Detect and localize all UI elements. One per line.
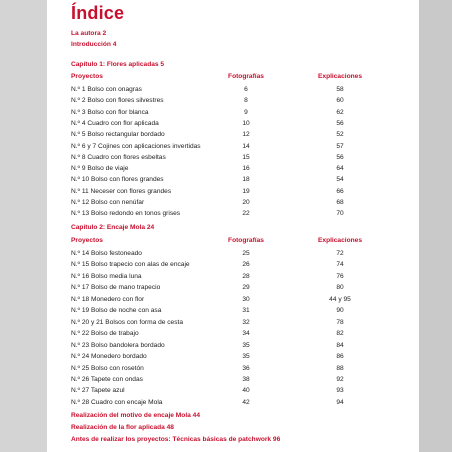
project-name: N.º 28 Cuadro con encaje Mola [71,398,163,406]
col-projects: Proyectos [71,73,103,80]
table-row[interactable] [71,130,401,140]
photos-page: 40 [242,387,250,395]
table-row[interactable] [71,153,401,163]
explanations-page: 80 [336,284,344,292]
photos-page: 38 [242,375,250,383]
table-row[interactable] [71,209,401,219]
photos-page: 29 [242,284,250,292]
photos-page: 12 [242,131,250,139]
photos-page: 30 [242,295,250,303]
table-row[interactable] [71,398,401,408]
explanations-page: 84 [336,341,344,349]
explanations-page: 54 [336,176,344,184]
photos-page: 25 [242,250,250,257]
explanations-page: 58 [336,86,344,93]
project-name: N.º 19 Bolso de noche con asa [71,307,162,315]
project-name: N.º 25 Bolso con rosetón [71,364,144,372]
project-name: N.º 11 Neceser con flores grandes [71,187,172,195]
chapter1-heading[interactable]: Capítulo 1: Flores aplicadas 5 [71,61,165,68]
photos-page: 15 [242,153,250,161]
col-photos: Fotografías [228,237,264,244]
chapter1-table-header [71,72,401,82]
right-page-edge [419,0,452,452]
table-row[interactable] [71,249,401,259]
explanations-page: 78 [336,318,344,326]
footer-link-mola[interactable]: Realización del motivo de encaje Mola 44 [71,412,200,419]
intro-entry-author[interactable]: La autora 2 [71,30,107,37]
explanations-page: 44 y 95 [329,295,351,303]
project-name: N.º 23 Bolso bandolera bordado [71,341,165,349]
photos-page: 42 [242,398,250,406]
table-row[interactable] [71,375,401,385]
photos-page: 31 [242,307,250,315]
photos-page: 26 [242,261,250,269]
project-name: N.º 4 Cuadro con flor aplicada [71,119,159,127]
project-name: N.º 24 Monedero bordado [71,353,147,361]
photos-page: 32 [242,318,250,326]
explanations-page: 93 [336,387,344,395]
explanations-page: 90 [336,307,344,315]
table-row[interactable] [71,318,401,328]
photos-page: 8 [244,97,248,105]
photos-page: 34 [242,330,250,338]
photos-page: 16 [242,165,250,173]
photos-page: 18 [242,176,250,184]
table-row[interactable] [71,386,401,396]
footer-link-flower[interactable]: Realización de la flor aplicada 48 [71,424,174,431]
table-row[interactable] [71,119,401,129]
photos-page: 19 [242,187,250,195]
project-name: N.º 1 Bolso con onagras [71,86,142,93]
project-name: N.º 2 Bolso con flores silvestres [71,97,164,105]
explanations-page: 56 [336,119,344,127]
project-name: N.º 16 Bolso media luna [71,272,142,280]
footer-link-techniques[interactable]: Antes de realizar los proyectos: Técnicas básicas de patchwork 96 [71,436,281,443]
project-name: N.º 20 y 21 Bolsos con forma de cesta [71,318,183,326]
explanations-page: 86 [336,353,344,361]
explanations-page: 88 [336,364,344,372]
table-row[interactable] [71,329,401,339]
explanations-page: 76 [336,272,344,280]
project-name: N.º 10 Bolso con flores grandes [71,176,164,184]
col-projects: Proyectos [71,237,103,244]
explanations-page: 94 [336,398,344,406]
project-name: N.º 22 Bolso de trabajo [71,330,139,338]
project-name: N.º 17 Bolso de mano trapecio [71,284,161,292]
table-row[interactable] [71,341,401,351]
project-name: N.º 13 Bolso redondo en tonos grises [71,210,181,218]
explanations-page: 62 [336,108,344,116]
table-row[interactable] [71,198,401,208]
explanations-page: 66 [336,187,344,195]
project-name: N.º 6 y 7 Cojines con aplicaciones invertidas [71,142,201,150]
explanations-page: 72 [336,250,344,257]
project-name: N.º 3 Bolso con flor blanca [71,108,149,116]
table-row[interactable] [71,364,401,374]
explanations-page: 68 [336,199,344,206]
project-name: N.º 15 Bolso trapecio con alas de encaje [71,261,190,269]
photos-page: 28 [242,272,250,280]
photos-page: 35 [242,341,250,349]
project-name: N.º 12 Bolso con nenúfar [71,199,145,206]
table-row[interactable] [71,260,401,270]
table-row[interactable] [71,306,401,316]
index-page [47,0,419,452]
table-row[interactable] [71,352,401,362]
explanations-page: 74 [336,261,344,269]
project-name: N.º 26 Tapete con ondas [71,375,143,383]
table-row[interactable] [71,187,401,197]
project-name: N.º 9 Bolso de viaje [71,165,129,173]
explanations-page: 92 [336,375,344,383]
table-row[interactable] [71,85,401,95]
project-name: N.º 18 Monedero con flor [71,295,145,303]
table-row[interactable] [71,283,401,293]
page-title: Índice [71,3,125,23]
project-name: N.º 8 Cuadro con flores esbeltas [71,153,166,161]
explanations-page: 82 [336,330,344,338]
project-name: N.º 14 Bolso festoneado [71,250,142,257]
photos-page: 22 [242,210,250,218]
table-row[interactable] [71,175,401,185]
photos-page: 14 [242,142,250,150]
explanations-page: 52 [336,131,344,139]
table-row[interactable] [71,295,401,305]
table-row[interactable] [71,164,401,174]
explanations-page: 57 [336,142,344,150]
col-explanations: Explicaciones [318,73,362,80]
table-row[interactable] [71,108,401,118]
table-row[interactable] [71,142,401,152]
intro-entry-introduction[interactable]: Introducción 4 [71,41,117,48]
explanations-page: 64 [336,165,344,173]
table-row[interactable] [71,272,401,282]
col-photos: Fotografías [228,73,264,80]
chapter2-table-header [71,236,401,246]
project-name: N.º 5 Bolso rectangular bordado [71,131,165,139]
photos-page: 20 [242,199,250,206]
photos-page: 35 [242,353,250,361]
explanations-page: 70 [336,210,344,218]
left-gutter [0,0,47,452]
project-name: N.º 27 Tapete azul [71,387,125,395]
explanations-page: 60 [336,97,344,105]
photos-page: 6 [244,86,248,93]
chapter2-heading[interactable]: Capítulo 2: Encaje Mola 24 [71,224,155,231]
table-row[interactable] [71,96,401,106]
photos-page: 9 [244,108,248,116]
photos-page: 36 [242,364,250,372]
photos-page: 10 [242,119,250,127]
col-explanations: Explicaciones [318,237,362,244]
explanations-page: 56 [336,153,344,161]
